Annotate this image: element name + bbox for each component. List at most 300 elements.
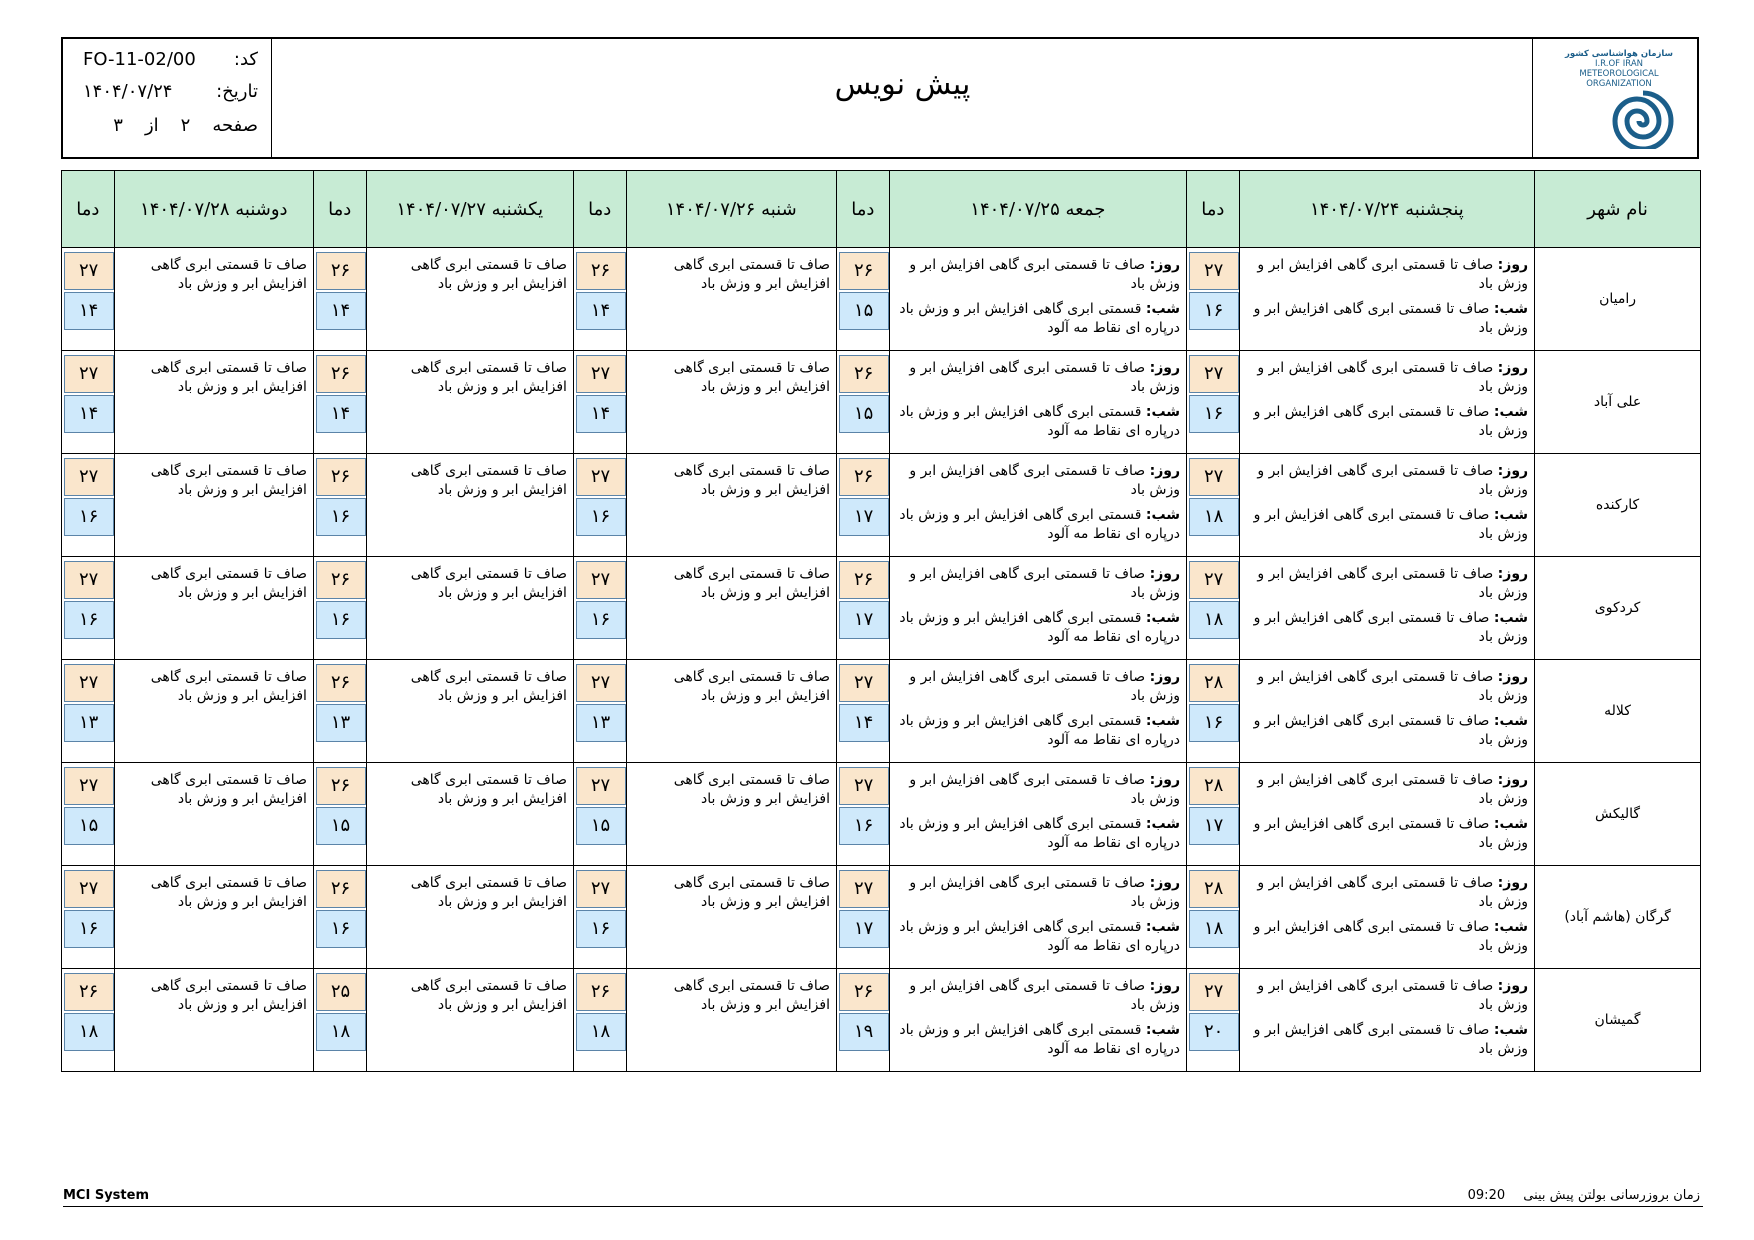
day-text: صاف تا قسمتی ابری گاهی افزایش ابر و وزش باد	[1257, 463, 1529, 498]
max-temp: ۲۷	[839, 870, 889, 908]
night-forecast	[1246, 918, 1528, 956]
forecast-text: صاف تا قسمتی ابری گاهی افزایش ابر و وزش باد	[410, 669, 567, 704]
day-forecast	[896, 874, 1180, 912]
night-forecast	[896, 918, 1180, 956]
min-temp: ۱۴	[576, 292, 626, 330]
min-temp: ۱۳	[576, 704, 626, 742]
city-column-header: نام شهر	[1535, 171, 1701, 248]
forecast-text: صاف تا قسمتی ابری گاهی افزایش ابر و وزش باد	[410, 875, 567, 910]
temp-cell-day1	[1187, 248, 1240, 351]
temp-cell-day2	[837, 351, 890, 454]
temp-cell-day1	[1187, 969, 1240, 1072]
logo-text	[1555, 49, 1683, 89]
forecast-text: صاف تا قسمتی ابری گاهی افزایش ابر و وزش باد	[150, 566, 307, 601]
forecast-cell-day2	[889, 660, 1186, 763]
forecast-text: صاف تا قسمتی ابری گاهی افزایش ابر و وزش باد	[150, 257, 307, 292]
max-temp: ۲۵	[316, 973, 366, 1011]
min-temp: ۱۶	[64, 498, 114, 536]
min-temp: ۱۶	[1189, 704, 1239, 742]
temp-cell-day5	[62, 557, 115, 660]
night-label: شب:	[1145, 1022, 1181, 1038]
temp-cell-day3	[573, 557, 626, 660]
night-text: صاف تا قسمتی ابری گاهی افزایش ابر و وزش باد	[1253, 1022, 1529, 1057]
temp-cell-day5	[62, 660, 115, 763]
day-text: صاف تا قسمتی ابری گاهی افزایش ابر و وزش باد	[1257, 875, 1529, 910]
min-temp: ۱۴	[316, 395, 366, 433]
day-label: روز:	[1149, 566, 1181, 582]
forecast-text: صاف تا قسمتی ابری گاهی افزایش ابر و وزش باد	[410, 566, 567, 601]
min-temp: ۱۶	[316, 910, 366, 948]
day-forecast	[896, 462, 1180, 500]
max-temp: ۲۷	[1189, 973, 1239, 1011]
night-forecast	[1246, 403, 1528, 441]
night-forecast	[896, 815, 1180, 853]
night-forecast	[1246, 609, 1528, 647]
max-temp: ۲۷	[1189, 458, 1239, 496]
max-temp: ۲۷	[64, 767, 114, 805]
temp-cell-day4	[313, 866, 366, 969]
forecast-table	[61, 170, 1701, 1072]
city-name: گمیشان	[1535, 969, 1701, 1072]
forecast-text: صاف تا قسمتی ابری گاهی افزایش ابر و وزش باد	[410, 360, 567, 395]
night-text: قسمتی ابری گاهی افزایش ابر و وزش باد درپاره ای نقاط مه آلود	[899, 610, 1181, 645]
logo-text-line1: I.R.OF IRAN	[1594, 59, 1644, 69]
max-temp: ۲۷	[1189, 252, 1239, 290]
min-temp: ۱۶	[576, 601, 626, 639]
max-temp: ۲۶	[839, 355, 889, 393]
day-header-3: شنبه ۱۴۰۴/۰۷/۲۶	[626, 171, 836, 248]
forecast-cell-day4	[366, 763, 573, 866]
logo-text-fa: سازمان هواشناسی کشور	[1564, 49, 1673, 59]
min-temp: ۱۶	[64, 910, 114, 948]
max-temp: ۲۷	[64, 561, 114, 599]
night-text: قسمتی ابری گاهی افزایش ابر و وزش باد درپاره ای نقاط مه آلود	[899, 919, 1181, 954]
max-temp: ۲۶	[316, 664, 366, 702]
night-label: شب:	[1493, 301, 1529, 317]
min-temp: ۱۵	[839, 395, 889, 433]
temp-header-3: دما	[573, 171, 626, 248]
table-row	[62, 454, 1701, 557]
night-text: صاف تا قسمتی ابری گاهی افزایش ابر و وزش باد	[1253, 816, 1529, 851]
night-forecast	[1246, 506, 1528, 544]
forecast-cell-day5	[114, 454, 313, 557]
max-temp: ۲۶	[316, 252, 366, 290]
day-text: صاف تا قسمتی ابری گاهی افزایش ابر و وزش باد	[1257, 978, 1529, 1013]
max-temp: ۲۸	[1189, 767, 1239, 805]
date-value: ۱۴۰۴/۰۷/۲۴	[83, 81, 173, 102]
min-temp: ۱۹	[839, 1013, 889, 1051]
night-label: شب:	[1145, 919, 1181, 935]
date-label: تاریخ:	[216, 81, 258, 102]
city-name: رامیان	[1535, 248, 1701, 351]
day-label: روز:	[1149, 669, 1181, 685]
max-temp: ۲۷	[839, 664, 889, 702]
logo-text-line3: ORGANIZATION	[1586, 79, 1652, 89]
min-temp: ۱۵	[64, 807, 114, 845]
day-forecast	[1246, 874, 1528, 912]
forecast-text: صاف تا قسمتی ابری گاهی افزایش ابر و وزش باد	[410, 772, 567, 807]
night-forecast	[896, 609, 1180, 647]
min-temp: ۱۴	[64, 395, 114, 433]
temp-cell-day1	[1187, 351, 1240, 454]
page-label: صفحه	[212, 115, 258, 136]
forecast-cell-day1	[1239, 454, 1534, 557]
max-temp: ۲۷	[839, 767, 889, 805]
day-text: صاف تا قسمتی ابری گاهی افزایش ابر و وزش باد	[1257, 257, 1529, 292]
temp-cell-day4	[313, 969, 366, 1072]
city-name: کردکوی	[1535, 557, 1701, 660]
max-temp: ۲۷	[1189, 561, 1239, 599]
day-forecast	[896, 668, 1180, 706]
forecast-cell-day2	[889, 969, 1186, 1072]
forecast-cell-day2	[889, 351, 1186, 454]
max-temp: ۲۷	[576, 355, 626, 393]
min-temp: ۱۸	[576, 1013, 626, 1051]
temp-cell-day1	[1187, 763, 1240, 866]
forecast-cell-day4	[366, 248, 573, 351]
temp-cell-day2	[837, 866, 890, 969]
forecast-cell-day1	[1239, 969, 1534, 1072]
forecast-cell-day3	[626, 866, 836, 969]
forecast-cell-day2	[889, 454, 1186, 557]
night-text: قسمتی ابری گاهی افزایش ابر و وزش باد درپاره ای نقاط مه آلود	[899, 301, 1181, 336]
temp-cell-day3	[573, 351, 626, 454]
spiral-logo-icon	[1603, 87, 1683, 149]
temp-cell-day4	[313, 763, 366, 866]
forecast-text: صاف تا قسمتی ابری گاهی افزایش ابر و وزش باد	[673, 875, 830, 910]
temp-cell-day4	[313, 351, 366, 454]
city-name: گالیکش	[1535, 763, 1701, 866]
max-temp: ۲۶	[839, 561, 889, 599]
day-text: صاف تا قسمتی ابری گاهی افزایش ابر و وزش باد	[909, 772, 1181, 807]
min-temp: ۱۶	[576, 498, 626, 536]
bulletin-header	[61, 37, 1699, 159]
temp-header-4: دما	[313, 171, 366, 248]
day-text: صاف تا قسمتی ابری گاهی افزایش ابر و وزش باد	[909, 669, 1181, 704]
forecast-text: صاف تا قسمتی ابری گاهی افزایش ابر و وزش باد	[150, 772, 307, 807]
day-header-2: جمعه ۱۴۰۴/۰۷/۲۵	[889, 171, 1186, 248]
forecast-cell-day4	[366, 557, 573, 660]
page-number: ۲	[180, 115, 191, 136]
city-name: علی آباد	[1535, 351, 1701, 454]
temp-cell-day2	[837, 557, 890, 660]
day-forecast	[896, 256, 1180, 294]
city-name: گرگان (هاشم آباد)	[1535, 866, 1701, 969]
temp-cell-day3	[573, 660, 626, 763]
night-label: شب:	[1493, 404, 1529, 420]
max-temp: ۲۶	[316, 561, 366, 599]
forecast-text: صاف تا قسمتی ابری گاهی افزایش ابر و وزش باد	[410, 463, 567, 498]
max-temp: ۲۶	[316, 355, 366, 393]
min-temp: ۱۶	[1189, 395, 1239, 433]
forecast-cell-day5	[114, 969, 313, 1072]
forecast-cell-day1	[1239, 866, 1534, 969]
night-text: قسمتی ابری گاهی افزایش ابر و وزش باد درپاره ای نقاط مه آلود	[899, 816, 1181, 851]
day-forecast	[896, 977, 1180, 1015]
page-row	[83, 115, 258, 143]
temp-cell-day1	[1187, 454, 1240, 557]
max-temp: ۲۷	[576, 458, 626, 496]
table-row	[62, 969, 1701, 1072]
table-row	[62, 248, 1701, 351]
document-meta	[63, 39, 270, 157]
night-text: صاف تا قسمتی ابری گاهی افزایش ابر و وزش باد	[1253, 713, 1529, 748]
forecast-cell-day3	[626, 351, 836, 454]
code-row	[83, 49, 258, 77]
date-row	[83, 81, 258, 109]
temp-cell-day3	[573, 763, 626, 866]
min-temp: ۲۰	[1189, 1013, 1239, 1051]
night-text: صاف تا قسمتی ابری گاهی افزایش ابر و وزش باد	[1253, 507, 1529, 542]
night-label: شب:	[1493, 610, 1529, 626]
day-label: روز:	[1497, 669, 1529, 685]
forecast-cell-day5	[114, 557, 313, 660]
forecast-cell-day3	[626, 969, 836, 1072]
table-row	[62, 763, 1701, 866]
day-label: روز:	[1497, 257, 1529, 273]
max-temp: ۲۸	[1189, 664, 1239, 702]
page-of: از	[144, 115, 159, 136]
temp-cell-day1	[1187, 557, 1240, 660]
day-label: روز:	[1497, 360, 1529, 376]
temp-cell-day5	[62, 351, 115, 454]
day-text: صاف تا قسمتی ابری گاهی افزایش ابر و وزش باد	[909, 257, 1181, 292]
forecast-cell-day4	[366, 351, 573, 454]
max-temp: ۲۷	[576, 664, 626, 702]
forecast-cell-day3	[626, 248, 836, 351]
day-text: صاف تا قسمتی ابری گاهی افزایش ابر و وزش باد	[909, 463, 1181, 498]
forecast-cell-day1	[1239, 248, 1534, 351]
temp-cell-day3	[573, 866, 626, 969]
day-text: صاف تا قسمتی ابری گاهی افزایش ابر و وزش باد	[1257, 566, 1529, 601]
forecast-text: صاف تا قسمتی ابری گاهی افزایش ابر و وزش باد	[150, 360, 307, 395]
min-temp: ۱۷	[839, 910, 889, 948]
forecast-text: صاف تا قسمتی ابری گاهی افزایش ابر و وزش باد	[673, 463, 830, 498]
temp-cell-day5	[62, 866, 115, 969]
night-forecast	[896, 403, 1180, 441]
temp-cell-day4	[313, 557, 366, 660]
min-temp: ۱۸	[64, 1013, 114, 1051]
max-temp: ۲۷	[64, 458, 114, 496]
min-temp: ۱۶	[839, 807, 889, 845]
night-label: شب:	[1145, 816, 1181, 832]
max-temp: ۲۶	[576, 252, 626, 290]
day-forecast	[896, 359, 1180, 397]
max-temp: ۲۶	[839, 458, 889, 496]
day-text: صاف تا قسمتی ابری گاهی افزایش ابر و وزش باد	[1257, 772, 1529, 807]
max-temp: ۲۷	[576, 870, 626, 908]
forecast-text: صاف تا قسمتی ابری گاهی افزایش ابر و وزش باد	[673, 360, 830, 395]
forecast-text: صاف تا قسمتی ابری گاهی افزایش ابر و وزش باد	[150, 875, 307, 910]
day-forecast	[1246, 256, 1528, 294]
day-label: روز:	[1149, 463, 1181, 479]
night-text: قسمتی ابری گاهی افزایش ابر و وزش باد درپاره ای نقاط مه آلود	[899, 1022, 1181, 1057]
forecast-text: صاف تا قسمتی ابری گاهی افزایش ابر و وزش باد	[150, 669, 307, 704]
max-temp: ۲۶	[839, 973, 889, 1011]
table-row	[62, 660, 1701, 763]
night-text: قسمتی ابری گاهی افزایش ابر و وزش باد درپاره ای نقاط مه آلود	[899, 713, 1181, 748]
night-text: صاف تا قسمتی ابری گاهی افزایش ابر و وزش باد	[1253, 301, 1529, 336]
forecast-text: صاف تا قسمتی ابری گاهی افزایش ابر و وزش باد	[410, 978, 567, 1013]
forecast-cell-day2	[889, 763, 1186, 866]
day-forecast	[1246, 462, 1528, 500]
code-value: FO-11-02/00	[83, 49, 196, 70]
table-row	[62, 866, 1701, 969]
temp-header-2: دما	[837, 171, 890, 248]
night-label: شب:	[1493, 1022, 1529, 1038]
night-forecast	[896, 506, 1180, 544]
forecast-cell-day2	[889, 248, 1186, 351]
page-total: ۳	[113, 115, 123, 136]
min-temp: ۱۸	[1189, 601, 1239, 639]
min-temp: ۱۶	[316, 498, 366, 536]
night-forecast	[1246, 1021, 1528, 1059]
temp-cell-day3	[573, 969, 626, 1072]
max-temp: ۲۸	[1189, 870, 1239, 908]
update-label: زمان بروزرسانی بولتن پیش بینی	[1523, 1188, 1700, 1203]
forecast-cell-day1	[1239, 351, 1534, 454]
night-label: شب:	[1145, 713, 1181, 729]
forecast-cell-day2	[889, 866, 1186, 969]
footer-divider	[63, 1206, 1703, 1207]
temp-cell-day2	[837, 454, 890, 557]
temp-cell-day5	[62, 969, 115, 1072]
city-name: کلاله	[1535, 660, 1701, 763]
table-row	[62, 557, 1701, 660]
day-forecast	[1246, 771, 1528, 809]
day-forecast	[1246, 977, 1528, 1015]
night-label: شب:	[1145, 610, 1181, 626]
forecast-cell-day2	[889, 557, 1186, 660]
forecast-cell-day4	[366, 969, 573, 1072]
forecast-cell-day4	[366, 866, 573, 969]
night-forecast	[1246, 815, 1528, 853]
max-temp: ۲۶	[316, 458, 366, 496]
forecast-cell-day5	[114, 660, 313, 763]
min-temp: ۱۷	[1189, 807, 1239, 845]
temp-header-5: دما	[62, 171, 115, 248]
min-temp: ۱۶	[576, 910, 626, 948]
forecast-cell-day5	[114, 866, 313, 969]
day-text: صاف تا قسمتی ابری گاهی افزایش ابر و وزش باد	[909, 360, 1181, 395]
day-forecast	[1246, 359, 1528, 397]
min-temp: ۱۴	[316, 292, 366, 330]
temp-cell-day4	[313, 660, 366, 763]
meteorological-organization-logo	[1532, 39, 1697, 157]
min-temp: ۱۷	[839, 498, 889, 536]
max-temp: ۲۷	[64, 664, 114, 702]
forecast-cell-day4	[366, 454, 573, 557]
night-text: قسمتی ابری گاهی افزایش ابر و وزش باد درپاره ای نقاط مه آلود	[899, 404, 1181, 439]
title-box	[271, 39, 1533, 157]
min-temp: ۱۵	[576, 807, 626, 845]
night-text: صاف تا قسمتی ابری گاهی افزایش ابر و وزش باد	[1253, 610, 1529, 645]
city-name: کارکنده	[1535, 454, 1701, 557]
min-temp: ۱۶	[1189, 292, 1239, 330]
max-temp: ۲۷	[64, 252, 114, 290]
min-temp: ۱۵	[839, 292, 889, 330]
day-forecast	[1246, 565, 1528, 603]
day-text: صاف تا قسمتی ابری گاهی افزایش ابر و وزش باد	[1257, 360, 1529, 395]
temp-cell-day2	[837, 660, 890, 763]
night-forecast	[896, 712, 1180, 750]
night-label: شب:	[1493, 919, 1529, 935]
temp-cell-day2	[837, 763, 890, 866]
forecast-cell-day5	[114, 763, 313, 866]
night-forecast	[896, 300, 1180, 338]
temp-cell-day2	[837, 248, 890, 351]
max-temp: ۲۷	[64, 870, 114, 908]
temp-header-1: دما	[1187, 171, 1240, 248]
forecast-cell-day3	[626, 557, 836, 660]
forecast-text: صاف تا قسمتی ابری گاهی افزایش ابر و وزش باد	[410, 257, 567, 292]
night-label: شب:	[1493, 713, 1529, 729]
temp-cell-day1	[1187, 660, 1240, 763]
min-temp: ۱۸	[1189, 910, 1239, 948]
night-label: شب:	[1493, 507, 1529, 523]
max-temp: ۲۶	[839, 252, 889, 290]
min-temp: ۱۶	[316, 601, 366, 639]
max-temp: ۲۷	[64, 355, 114, 393]
night-text: قسمتی ابری گاهی افزایش ابر و وزش باد درپاره ای نقاط مه آلود	[899, 507, 1181, 542]
forecast-text: صاف تا قسمتی ابری گاهی افزایش ابر و وزش باد	[150, 978, 307, 1013]
day-label: روز:	[1149, 360, 1181, 376]
min-temp: ۱۴	[64, 292, 114, 330]
max-temp: ۲۶	[576, 973, 626, 1011]
max-temp: ۲۷	[576, 767, 626, 805]
day-label: روز:	[1497, 875, 1529, 891]
night-text: صاف تا قسمتی ابری گاهی افزایش ابر و وزش باد	[1253, 404, 1529, 439]
day-label: روز:	[1497, 463, 1529, 479]
min-temp: ۱۸	[316, 1013, 366, 1051]
night-label: شب:	[1145, 301, 1181, 317]
day-text: صاف تا قسمتی ابری گاهی افزایش ابر و وزش باد	[909, 566, 1181, 601]
code-label: کد:	[233, 49, 258, 70]
forecast-text: صاف تا قسمتی ابری گاهی افزایش ابر و وزش باد	[673, 566, 830, 601]
day-header-5: دوشنبه ۱۴۰۴/۰۷/۲۸	[114, 171, 313, 248]
night-label: شب:	[1145, 507, 1181, 523]
min-temp: ۱۳	[64, 704, 114, 742]
night-text: صاف تا قسمتی ابری گاهی افزایش ابر و وزش باد	[1253, 919, 1529, 954]
max-temp: ۲۷	[1189, 355, 1239, 393]
day-text: صاف تا قسمتی ابری گاهی افزایش ابر و وزش باد	[909, 978, 1181, 1013]
forecast-cell-day3	[626, 763, 836, 866]
temp-cell-day4	[313, 454, 366, 557]
temp-cell-day3	[573, 248, 626, 351]
forecast-text: صاف تا قسمتی ابری گاهی افزایش ابر و وزش باد	[150, 463, 307, 498]
logo-text-line2: METEOROLOGICAL	[1579, 69, 1659, 79]
day-text: صاف تا قسمتی ابری گاهی افزایش ابر و وزش باد	[909, 875, 1181, 910]
day-label: روز:	[1149, 772, 1181, 788]
table-row	[62, 351, 1701, 454]
night-label: شب:	[1145, 404, 1181, 420]
forecast-cell-day1	[1239, 557, 1534, 660]
min-temp: ۱۳	[316, 704, 366, 742]
day-label: روز:	[1497, 978, 1529, 994]
day-label: روز:	[1149, 875, 1181, 891]
day-forecast	[896, 771, 1180, 809]
update-time-info	[1468, 1188, 1700, 1203]
night-forecast	[1246, 712, 1528, 750]
min-temp: ۱۶	[64, 601, 114, 639]
day-label: روز:	[1149, 978, 1181, 994]
max-temp: ۲۶	[316, 870, 366, 908]
min-temp: ۱۸	[1189, 498, 1239, 536]
night-forecast	[896, 1021, 1180, 1059]
temp-cell-day5	[62, 248, 115, 351]
forecast-cell-day3	[626, 660, 836, 763]
night-label: شب:	[1493, 816, 1529, 832]
